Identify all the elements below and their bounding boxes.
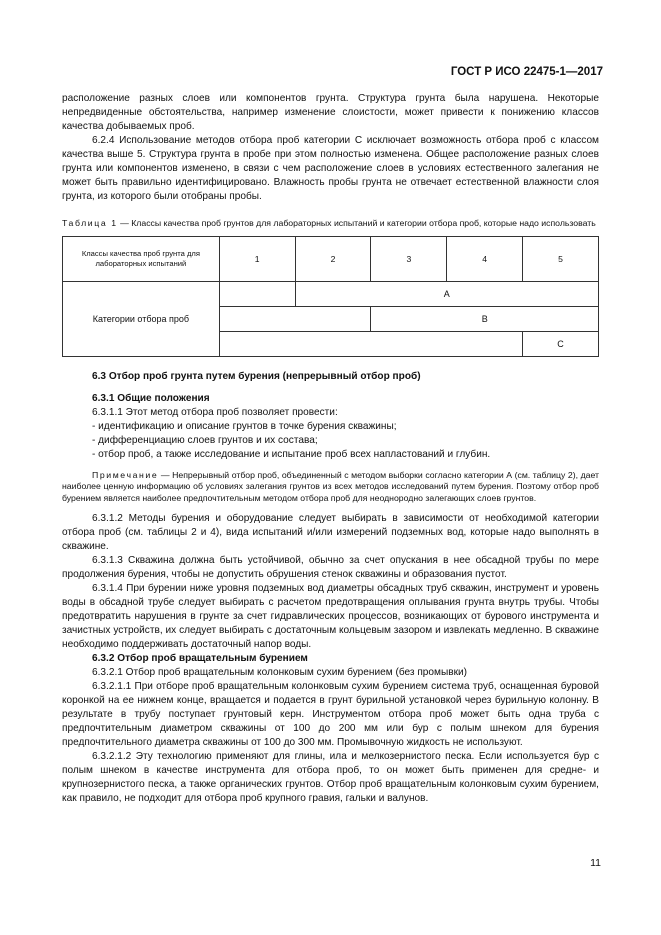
- note-label: Примечание: [92, 469, 159, 480]
- table-header-row: [63, 236, 599, 281]
- table-caption-text: — Классы качества проб грунтов для лабораторных испытаний и категории отбора проб, которые надо использовать: [117, 218, 596, 228]
- paragraph-6-3-2-1: 6.3.2.1 Отбор проб вращательным колонковым сухим бурением (без промывки): [92, 667, 467, 679]
- category-a-cell: A: [295, 281, 598, 306]
- paragraph-6-3-1-1: 6.3.1.1 Этот метод отбора проб позволяет провести:: [92, 406, 338, 418]
- table-caption: [62, 218, 599, 230]
- list-item: - дифференциацию слоев грунтов и их состава;: [92, 434, 318, 446]
- paragraph-6-3-2-1-1: 6.3.2.1.1 При отборе проб вращательным колонковым сухим бурением система труб, оснащенная буровой коронкой на ее нижнем конце, вращается и подается в грунт бурильной установкой через бурильную колонну. В результате в трубу поступает грунтовый керн. Инструментом отбора проб может быть одна труба с предпочтительным диаметром скважины от 100 до 200 мм или бур с полым шнеком для бурения предпочтительного диаметра скважины от 100 до 300 мм. Промывочную жидкость не используют.: [62, 681, 599, 749]
- paragraph-6-3-2-1-2: 6.3.2.1.2 Эту технологию применяют для глины, ила и мелкозернистого песка. Если используется бур с полым шнеком в качестве инструмента для отбора проб, то он может быть применен для средне- и крупнозернистого песка, а также органических грунтов. Отбор проб вращательным колонковым сухим бурением, как правило, не подходит для отбора проб крупного гравия, гальки и валунов.: [62, 751, 599, 805]
- table-class-cell: 2: [295, 236, 371, 281]
- table-row-label: Категории отбора проб: [63, 281, 220, 356]
- note: [62, 470, 599, 505]
- section-title-6-3-2: 6.3.2 Отбор проб вращательным бурением: [92, 653, 308, 665]
- quality-class-table: [62, 236, 599, 357]
- table-class-cell: 3: [371, 236, 447, 281]
- paragraph-6-2-4: 6.2.4 Использование методов отбора проб категории С исключает возможность отбора проб с классом качества выше 5. Структура грунта в пробе при этом полностью изменена. Общее расположение разных слоев грунта или компонентов изменено, в связи с чем расположение слоев в условиях естественного залегания не может быть правильно идентифицировано. Влажность пробы грунта не отвечает естественной влажности слоя грунта, из которого были отобраны пробы.: [62, 135, 599, 202]
- list-item: - отбор проб, а также исследование и испытание проб всех напластований и глубин.: [92, 448, 491, 460]
- table-header-label: Классы качества проб грунта для лабораторных испытаний: [63, 236, 220, 281]
- table-caption-label: Таблица 1: [62, 218, 118, 228]
- paragraph-6-3-1-4: 6.3.1.4 При бурении ниже уровня подземных вод диаметры обсадных труб скважин, инструмент и уровень воды в обсадной трубе следует выбирать с расчетом предотвращения оплывания грунта внутрь трубы. Чтобы предотвратить нарушения в грунте за счет гидравлических процессов, возникающих от бурового инструмента и зачистных устройств, их следует выбирать с достаточным кольцевым зазором и извлекать медленно. В скважине необходимо поддерживать достаточный напор воды.: [62, 583, 599, 651]
- paragraph-continued: расположение разных слоев или компонентов грунта. Структура грунта была нарушена. Некоторые непредвиденные обстоятельства, например изменение слоистости, может привести к понижению классов качества добываемых проб.: [62, 93, 599, 132]
- note-text: — Непрерывный отбор проб, объединенный с методом выборки согласно категории А (см. таблицу 2), дает наиболее ценную информацию об условиях залегания грунтов из всех методов исследований путем бурения. Поэтому отбор проб бурением является наиболее предпочтительным методом отбора проб для неоднородно залегающих слоев грунтов.: [62, 469, 599, 503]
- table-class-cell: 1: [219, 236, 295, 281]
- category-b-cell: B: [371, 306, 599, 331]
- paragraph-6-3-1-2: 6.3.1.2 Методы бурения и оборудование следует выбирать в зависимости от необходимой категории отбора проб (см. таблицы 2 и 4), вида испытаний и/или измерений подземных вод, которые надо выполнять в скважине.: [62, 513, 599, 553]
- paragraph-6-3-1-3: 6.3.1.3 Скважина должна быть устойчивой, обычно за счет опускания в нее обсадной трубы по мере продолжения бурения, чтобы не допустить обрушения стенок скважины и образования пустот.: [62, 555, 599, 581]
- page-number: 11: [590, 857, 601, 869]
- section-title-6-3-1: 6.3.1 Общие положения: [92, 392, 210, 404]
- table-class-cell: 5: [523, 236, 599, 281]
- document-header: ГОСТ Р ИСО 22475-1—2017: [450, 66, 603, 78]
- category-c-cell: C: [523, 331, 599, 356]
- list-item: - идентификацию и описание грунтов в точке бурения скважины;: [92, 420, 397, 432]
- section-title-6-3: 6.3 Отбор проб грунта путем бурения (непрерывный отбор проб): [92, 370, 421, 382]
- table-class-cell: 4: [447, 236, 523, 281]
- page-content: [62, 92, 599, 806]
